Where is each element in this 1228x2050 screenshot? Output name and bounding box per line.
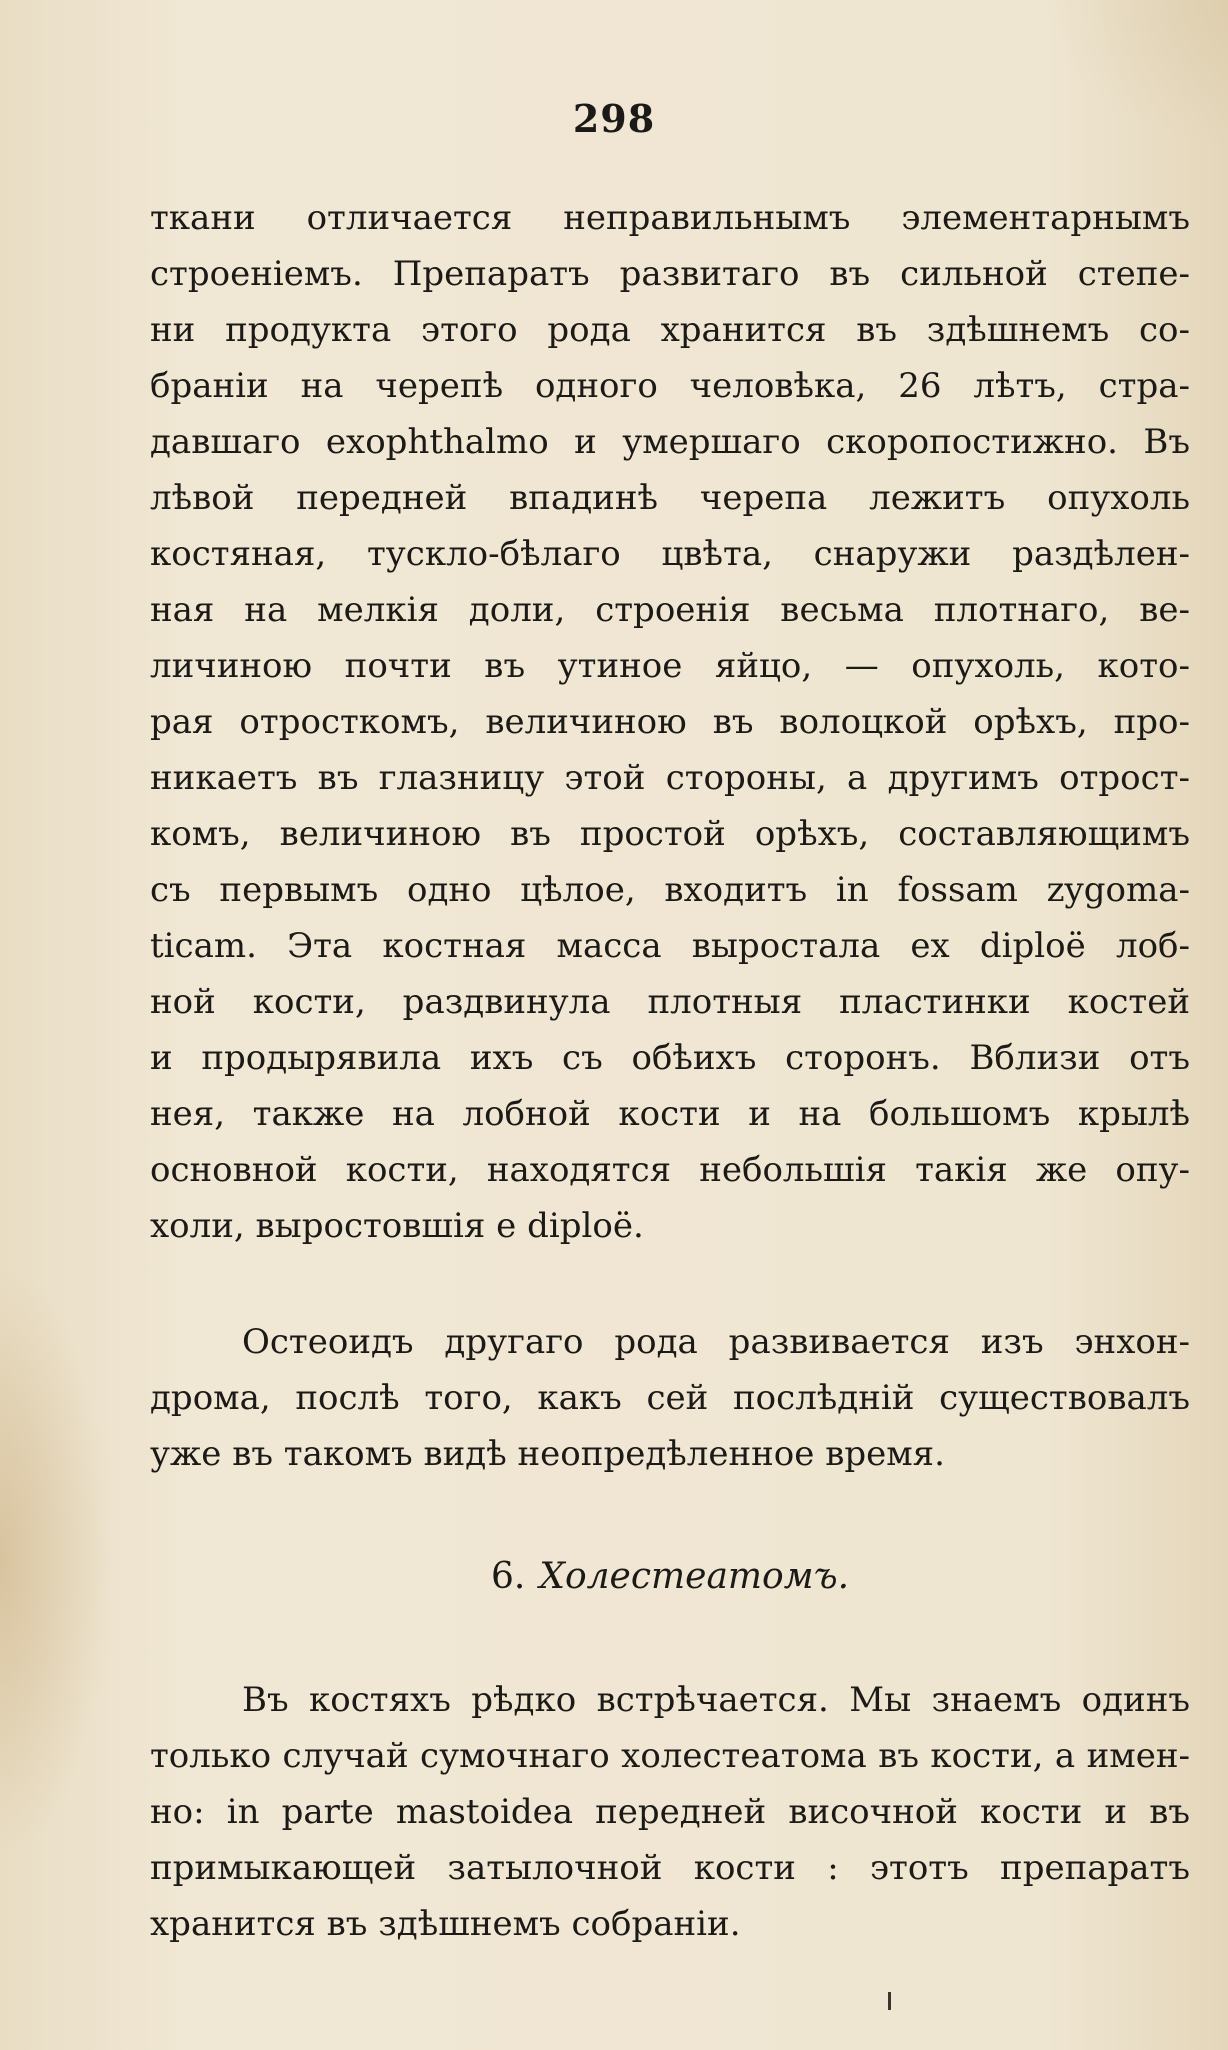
text-line: ticam. Эта костная масса выростала ex diploë лоб- <box>150 926 1190 966</box>
text-line: основной кости, находятся небольшiя такiя же опу- <box>150 1150 1190 1190</box>
text-line: холи, выростовшiя е diploë. <box>150 1206 644 1246</box>
text-line: примыкающей затылочной кости : этотъ препаратъ <box>150 1848 1190 1888</box>
text-line: никаетъ въ глазницу этой стороны, а другимъ отрост- <box>150 758 1190 798</box>
text-line: рая отросткомъ, величиною въ волоцкой орѣхъ, про- <box>150 702 1190 742</box>
paragraph-spacer <box>150 1612 1190 1672</box>
text-line: ная на мелкiя доли, строенiя весьма плотнаго, ве- <box>150 590 1190 630</box>
section-title: Холестеатомъ. <box>539 1556 850 1597</box>
body-text <box>150 190 1190 1952</box>
text-line: дрома, послѣ того, какъ сей послѣднiй существовалъ <box>150 1378 1190 1418</box>
text-line: съ первымъ одно цѣлое, входитъ in fossam zygoma- <box>150 870 1190 910</box>
text-line: нея, также на лобной кости и на большомъ крылѣ <box>150 1094 1190 1134</box>
paragraph-spacer <box>150 1482 1190 1542</box>
text-line: только случай сумочнаго холестеатома въ кости, а имен- <box>150 1736 1190 1776</box>
paragraph-spacer <box>150 1254 1190 1314</box>
text-line: Остеоидъ другаго рода развивается изъ энхон- <box>242 1322 1190 1362</box>
paragraph-2 <box>150 1314 1190 1482</box>
text-line: но: in parte mastoidea передней височной кости и въ <box>150 1792 1190 1832</box>
print-mark <box>888 1992 891 2010</box>
text-line: ной кости, раздвинула плотныя пластинки костей <box>150 982 1190 1022</box>
text-line: костяная, тускло-бѣлаго цвѣта, снаружи раздѣлен- <box>150 534 1190 574</box>
text-line: бранiи на черепѣ одного человѣка, 26 лѣтъ, стра- <box>150 366 1190 406</box>
text-line: комъ, величиною въ простой орѣхъ, составляющимъ <box>150 814 1190 854</box>
text-line: ткани отличается неправильнымъ элементарнымъ <box>150 198 1190 238</box>
text-line: строенiемъ. Препаратъ развитаго въ сильной степе- <box>150 254 1190 294</box>
paragraph-3 <box>150 1672 1190 1952</box>
paragraph-1 <box>150 190 1190 1254</box>
section-heading <box>150 1542 1190 1612</box>
text-line: Въ костяхъ рѣдко встрѣчается. Мы знаемъ одинъ <box>242 1680 1190 1720</box>
text-line: лѣвой передней впадинѣ черепа лежитъ опухоль <box>150 478 1190 518</box>
text-line: и продырявила ихъ съ обѣихъ сторонъ. Вблизи отъ <box>150 1038 1190 1078</box>
text-line: уже въ такомъ видѣ неопредѣленное время. <box>150 1434 945 1474</box>
text-line: ни продукта этого рода хранится въ здѣшнемъ со- <box>150 310 1190 350</box>
text-line: личиною почти въ утиное яйцо, — опухоль, кото- <box>150 646 1190 686</box>
section-number: 6. <box>490 1556 526 1597</box>
text-line: давшаго exophthalmo и умершаго скоропостижно. Въ <box>150 422 1190 462</box>
text-line: хранится въ здѣшнемъ собранiи. <box>150 1904 741 1944</box>
page-number: 298 <box>572 96 656 141</box>
